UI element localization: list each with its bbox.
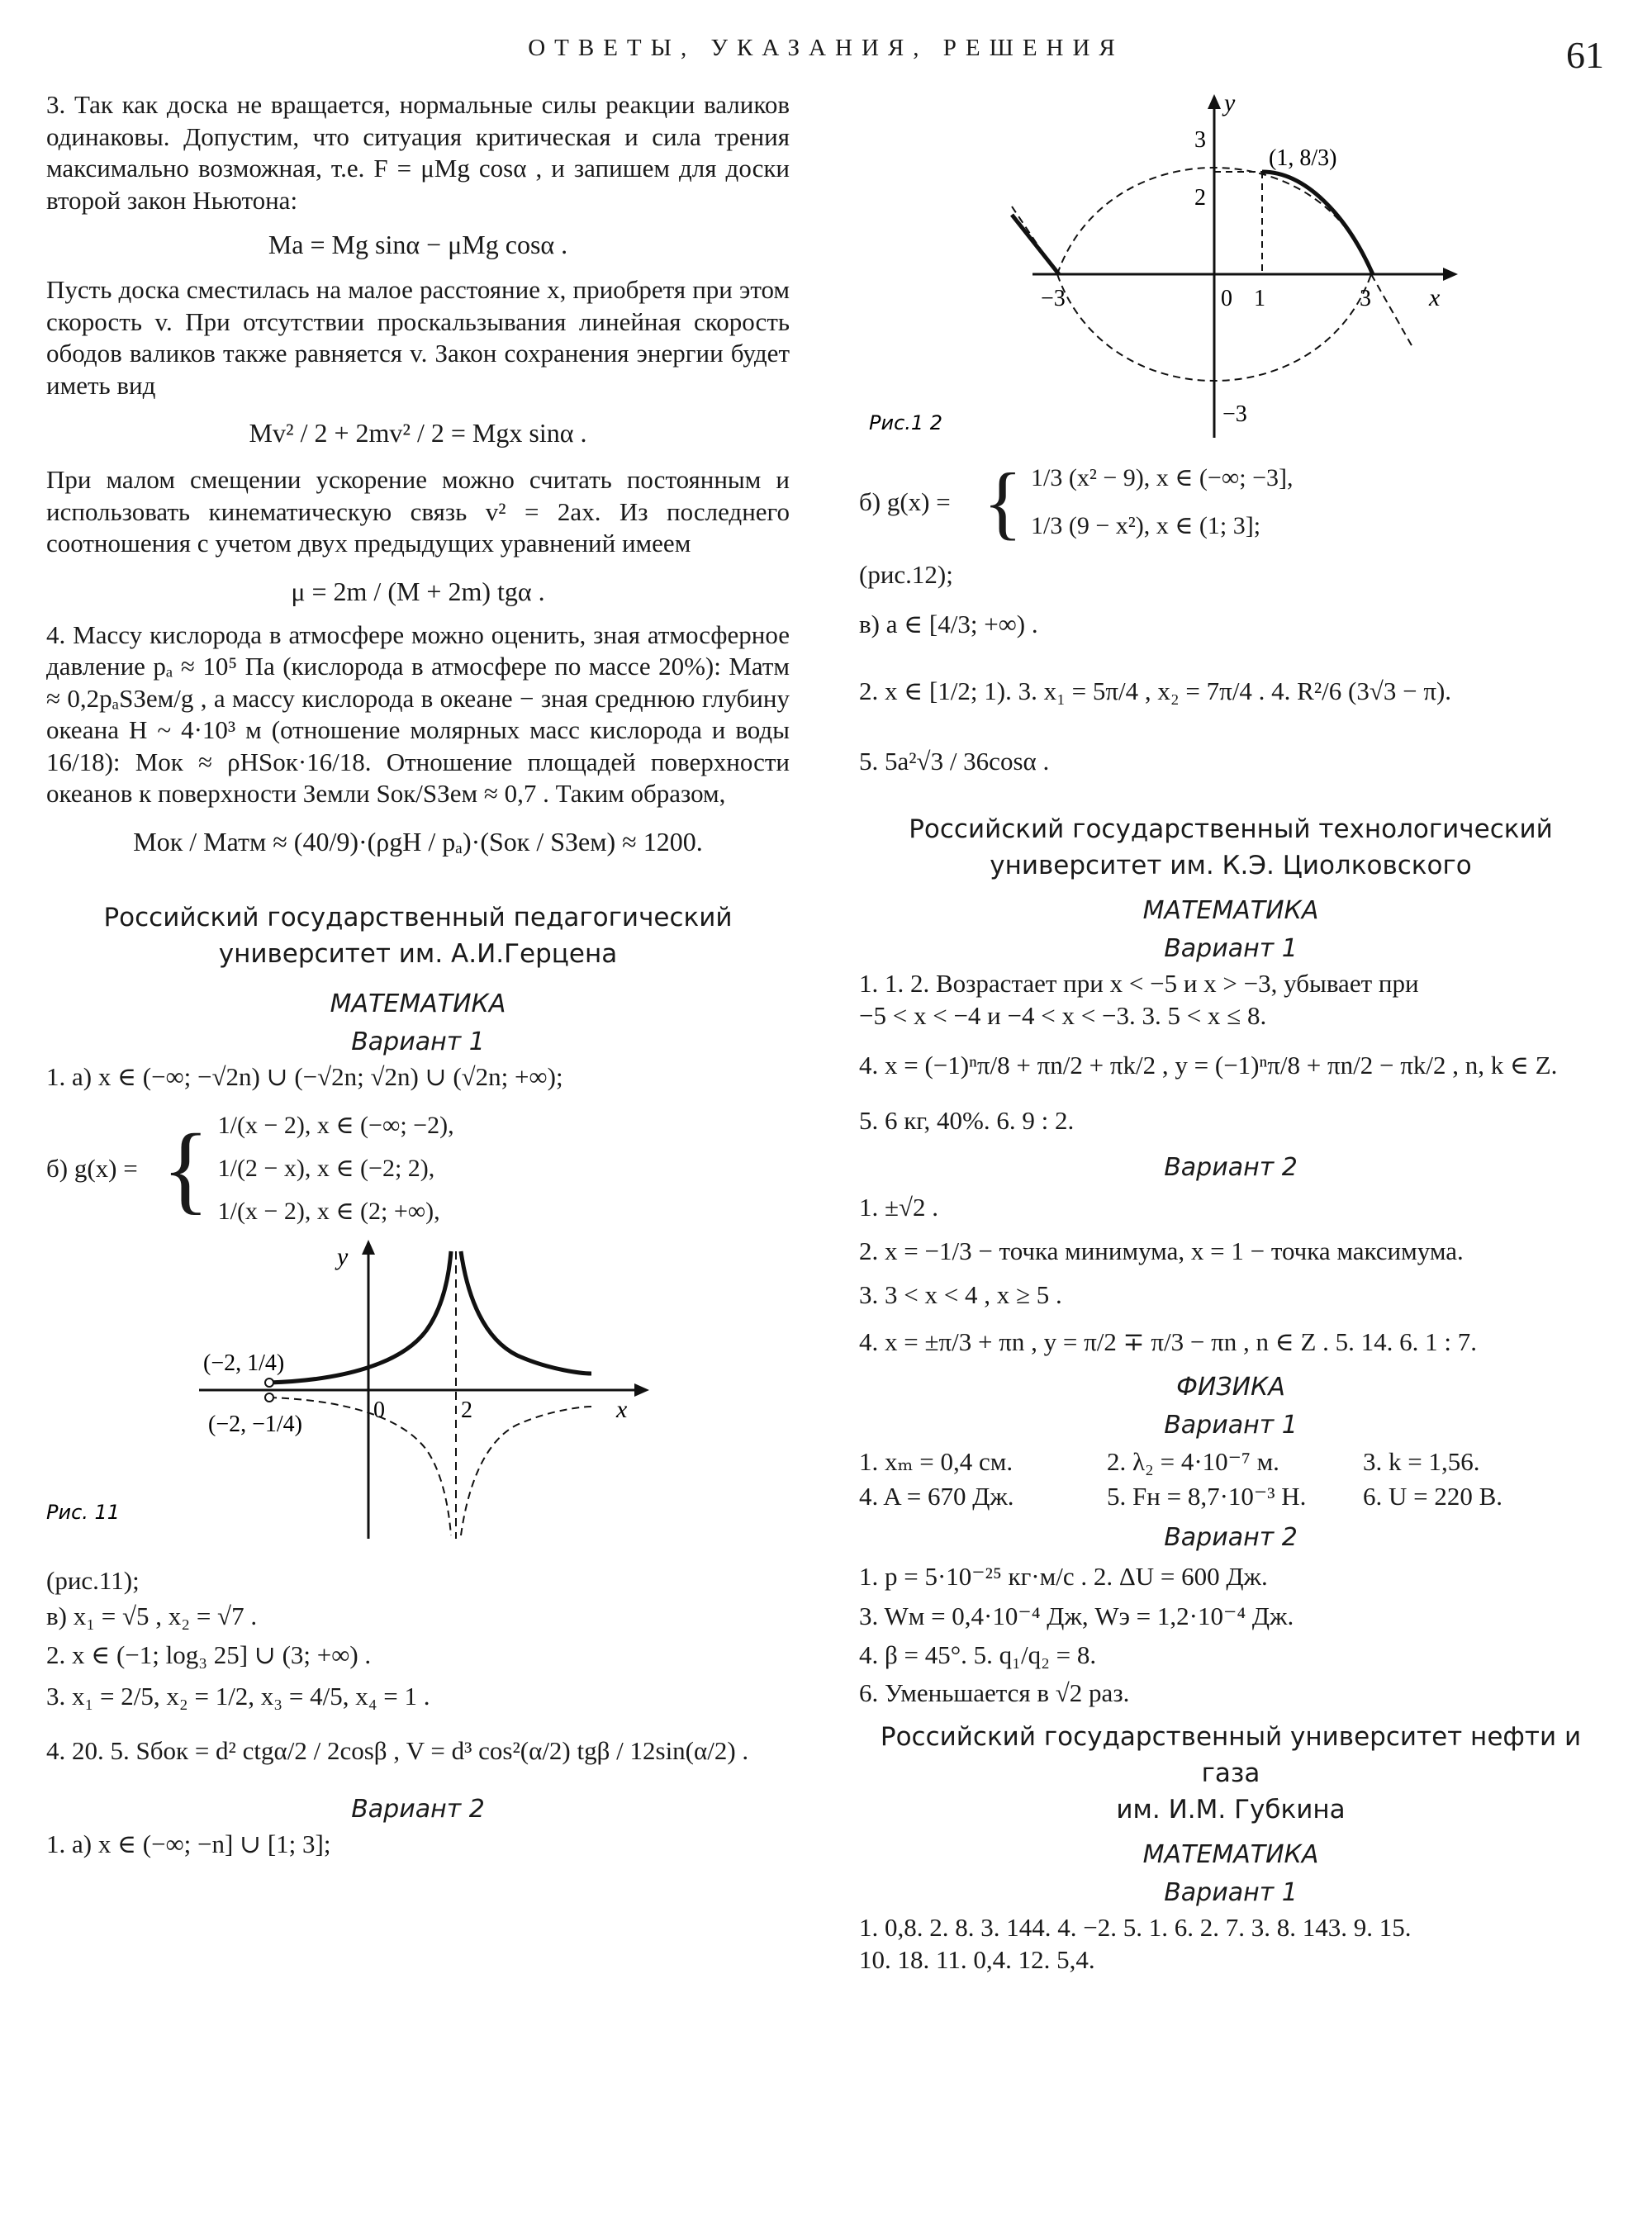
physics-row [859,1479,1602,1514]
paragraph-problem-3: 3. Так как доска не вращается, нормальные силы реакции валиков одинаковы. Допустим, что ситуация критическая и сила трения максимально возможная, т.е. F = μMg cosα , и запишем для доски второй закон Ньютона: [46,90,790,215]
graph-solid-left [1012,215,1059,274]
variant-heading: Вариант 2 [351,1794,485,1824]
variant-heading: Вариант 1 [1164,1411,1298,1440]
answer-2-3-4: 2. x ∈ [1/2; 1). 3. x₁ = 5π/4 , x₂ = 7π/4 . 4. R²/6 (3√3 − π). [859,676,1452,705]
tick-minus-three: −3 [1041,286,1066,311]
graph-dashed-right [461,1407,591,1535]
brace: { [983,456,1023,548]
variant-heading: Вариант 2 [1164,1523,1298,1552]
tick-minus-three-y: −3 [1222,401,1247,427]
university-title: Российский государственный университет нефти и газа [880,1722,1582,1788]
paragraph-displacement: Пусть доска сместилась на малое расстояние x, приобретя при этом скорость v. При отсутствии проскальзывания линейная скорость ободов валиков также равняется v. Закон сохранения энергии будет иметь вид [46,275,790,400]
answer-line: 4. x = (−1)ⁿπ/8 + πn/2 + πk/2 , y = (−1)ⁿπ/8 + πn/2 − πk/2 , n, k ∈ Z. [859,1051,1558,1080]
figure-caption: Рис. 11 [46,1501,121,1524]
university-title: Российский государственный технологический [909,814,1553,844]
point-open [265,1378,273,1387]
formula-newton: Ma = Mg sinα − μMg cosα . [268,230,568,259]
formula-mu: μ = 2m / (M + 2m) tgα . [291,576,545,606]
answer-line: 1. ±√2 . [859,1193,939,1222]
graph-solid-right [1262,172,1373,274]
answer-v: в) a ∈ [4/3; +∞) . [859,610,1038,638]
x-axis-arrow [1443,268,1458,281]
answer-cell: 6. U = 220 В. [1363,1482,1503,1511]
answer-cell: 3. k = 1,56. [1363,1447,1480,1476]
figure-11 [46,1240,790,1545]
answer-v2-1a: 1. а) x ∈ (−∞; −n] ∪ [1; 3]; [46,1829,331,1858]
graph-branch-right [461,1251,591,1374]
y-axis-arrow [362,1240,375,1255]
answer-cell: 1. xₘ = 0,4 см. [859,1447,1014,1476]
tick-three: 3 [1194,127,1206,153]
physics-row [859,1445,1602,1479]
subject-heading: ФИЗИКА [1176,1373,1285,1402]
answer-line: 10. 18. 11. 0,4. 12. 5,4. [859,1944,1095,1974]
paragraph-problem-4: 4. Массу кислорода в атмосфере можно оценить, зная атмосферное давление pₐ ≈ 10⁵ Па (кислорода в атмосфере по массе 20%): Mатм ≈ 0,2pₐSЗем/g , а массу кислорода в океане − зная среднюю глубину океана H ~ 4·10³ м (отношение молярных масс кислорода и воды 16/18): Mок ≈ ρHSок·16/18. Отношение площадей поверхности океанов к поверхности Земли Sок/SЗем ≈ 0,7 . Таким образом, [46,619,790,808]
y-axis-arrow [1208,94,1221,109]
point-label: (−2, −1/4) [208,1412,303,1437]
piecewise-case: 1/3 (9 − x²), x ∈ (1; 3]; [1031,512,1261,539]
piecewise-case: 1/(x − 2), x ∈ (−∞; −2), [217,1112,454,1139]
x-axis-arrow [634,1383,649,1397]
fig-ref: (рис.12); [859,560,953,589]
graph-branch-left [269,1251,451,1383]
piecewise-case: 1/(2 − x), x ∈ (−2; 2), [217,1155,435,1182]
answer-line: 2. x = −1/3 − точка минимума, x = 1 − точка максимума. [859,1236,1464,1265]
variant-heading: Вариант 2 [1164,1153,1298,1182]
running-head: ОТВЕТЫ, УКАЗАНИЯ, РЕШЕНИЯ [528,35,1124,61]
y-label: y [337,1243,349,1270]
answer-1v: в) x₁ = √5 , x₂ = √7 . [46,1601,258,1630]
university-title: им. И.М. Губкина [1116,1795,1346,1825]
answer-line: 4. β = 45°. 5. q₁/q₂ = 8. [859,1640,1097,1669]
answer-line: 3. 3 < x < 4 , x ≥ 5 . [859,1280,1062,1309]
answer-5: 5. 5a²√3 / 36cosα . [859,747,1050,776]
point-label: (1, 8/3) [1269,145,1337,171]
answer-line: 6. Уменьшается в √2 раз. [859,1678,1130,1707]
answer-line: 1. 0,8. 2. 8. 3. 144. 4. −2. 5. 1. 6. 2. 7. 3. 8. 143. 9. 15. [859,1913,1412,1942]
answer-line: 1. p = 5·10⁻²⁵ кг·м/с . 2. ΔU = 600 Дж. [859,1562,1268,1591]
tick-zero: 0 [373,1397,385,1423]
variant-heading: Вариант 1 [351,1027,485,1056]
page-number: 61 [1566,34,1604,76]
x-label: x [616,1396,628,1423]
piecewise-case: 1/(x − 2), x ∈ (2; +∞), [217,1198,440,1225]
answer-cell: 2. λ₂ = 4·10⁻⁷ м. [1107,1447,1279,1476]
piecewise-label: б) g(x) = [46,1154,138,1183]
subject-heading: МАТЕМАТИКА [1142,896,1319,925]
paragraph-kinematic: При малом смещении ускорение можно считать постоянным и использовать кинематическую связь v² = 2ax. Из последнего соотношения с учетом двух предыдущих уравнений имеем [46,465,790,558]
answer-1a: 1. а) x ∈ (−∞; −√2n) ∪ (−√2n; √2n) ∪ (√2n; +∞); [46,1061,563,1091]
piecewise-case: 1/3 (x² − 9), x ∈ (−∞; −3], [1031,464,1294,491]
brace: { [162,1113,210,1223]
answer-line: 4. x = ±π/3 + πn , y = π/2 ∓ π/3 − πn , n ∈ Z . 5. 14. 6. 1 : 7. [859,1327,1478,1356]
tick-two: 2 [461,1397,472,1423]
tick-two: 2 [1194,185,1206,211]
fig-ref: (рис.11); [46,1566,140,1595]
subject-heading: МАТЕМАТИКА [330,989,506,1018]
formula-ratio: Mок / Mатм ≈ (40/9)·(ρgH / pₐ)·(Sок / SЗем) ≈ 1200. [133,826,703,857]
point-open [265,1393,273,1402]
figure-12 [859,83,1602,446]
tick-three-x: 3 [1360,286,1371,311]
answer-3: 3. x₁ = 2/5, x₂ = 1/2, x₃ = 4/5, x₄ = 1 . [46,1681,430,1711]
answer-line: 3. Wм = 0,4·10⁻⁴ Дж, Wэ = 1,2·10⁻⁴ Дж. [859,1601,1294,1630]
tick-zero: 0 [1221,286,1232,311]
piecewise-g-12 [859,454,1602,550]
answer-line: −5 < x < −4 и −4 < x < −3. 3. 5 < x ≤ 8. [859,1000,1267,1030]
formula-energy: Mv² / 2 + 2mv² / 2 = Mgx sinα . [249,418,587,448]
answer-2: 2. x ∈ (−1; log₃ 25] ∪ (3; +∞) . [46,1639,372,1669]
answer-cell: 4. A = 670 Дж. [859,1482,1014,1511]
answer-4-5: 4. 20. 5. Sбок = d² ctgα/2 / 2cosβ , V = d³ cos²(α/2) tgβ / 12sin(α/2) . [46,1735,749,1765]
tick-one: 1 [1254,286,1265,311]
answer-line: 5. 6 кг, 40%. 6. 9 : 2. [859,1106,1075,1135]
right-column [859,83,1602,1976]
point-label: (−2, 1/4) [203,1350,285,1376]
figure-caption: Рис.1 2 [869,411,943,434]
answer-line: 1. 1. 2. Возрастает при x < −5 и x > −3, убывает при [859,969,1419,998]
piecewise-g [46,1104,790,1233]
left-column [46,89,790,1860]
university-title: Российский государственный педагогический [103,902,733,932]
answer-cell: 5. Fн = 8,7·10⁻³ Н. [1107,1482,1307,1511]
university-title: университет им. А.И.Герцена [218,938,618,969]
variant-heading: Вариант 1 [1164,1878,1298,1907]
piecewise-label: б) g(x) = [859,487,951,516]
variant-heading: Вариант 1 [1164,934,1298,963]
y-label: y [1224,89,1236,116]
subject-heading: МАТЕМАТИКА [1142,1840,1319,1869]
x-label: x [1429,284,1441,311]
university-title: университет им. К.Э. Циолковского [990,851,1472,880]
